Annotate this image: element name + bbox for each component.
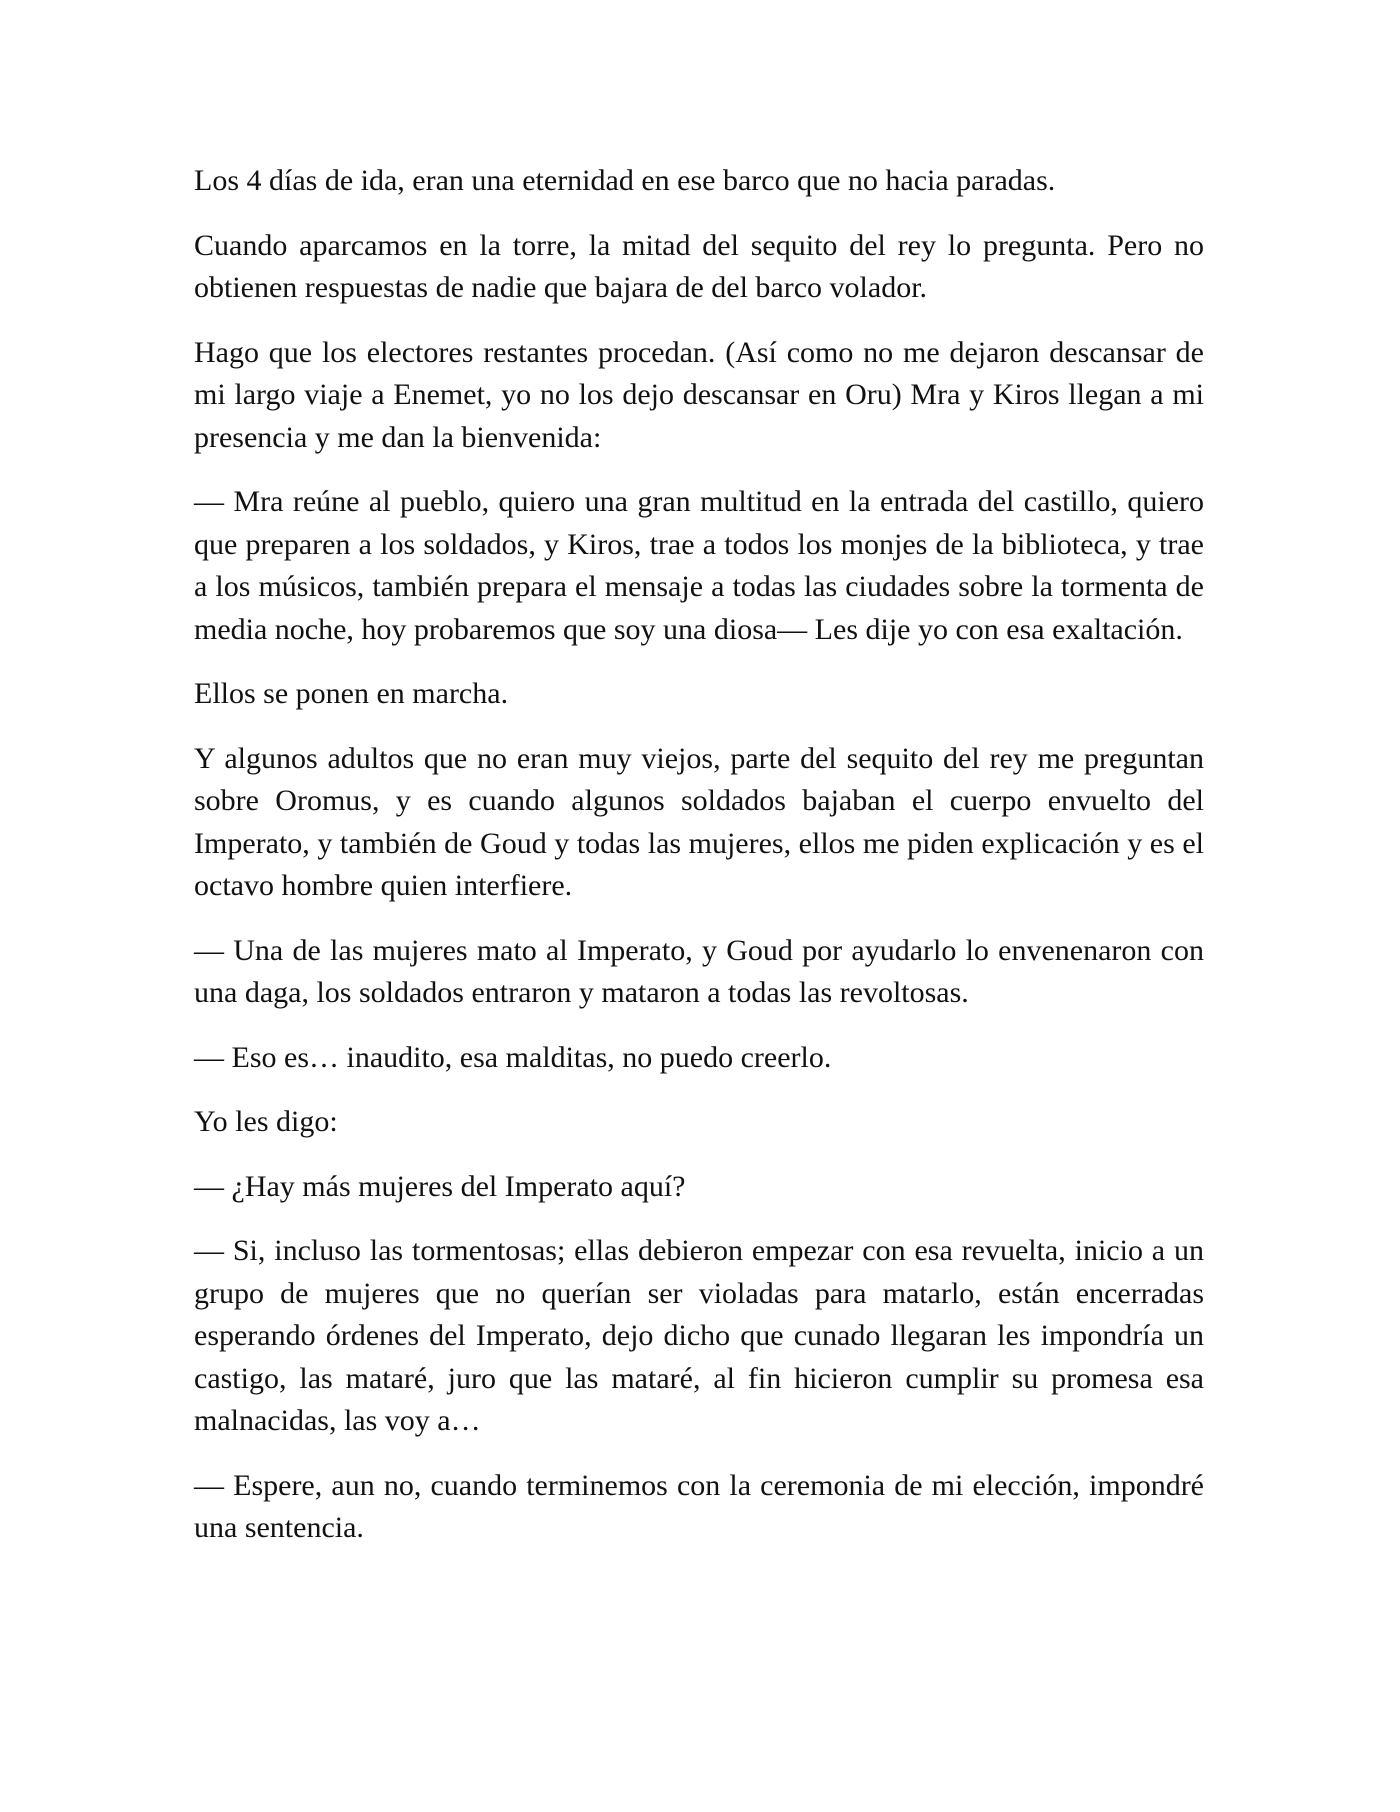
paragraph-7: — Una de las mujeres mato al Imperato, y Goud por ayudarlo lo envenenaron con una daga, los soldados entraron y mataron a todas las revoltosas. — [194, 933, 1204, 1009]
paragraph-4: — Mra reúne al pueblo, quiero una gran multitud en la entrada del castillo, quiero que preparen a los soldados, y Kiros, trae a todos los monjes de la biblioteca, y trae a los músicos, también prepara el mensaje a todas las ciudades sobre la tormenta de media noche, hoy probaremos que soy una diosa— Les dije yo con esa exaltación. — [194, 485, 1204, 646]
paragraph-9: Yo les digo: — [194, 1105, 338, 1138]
paragraph-10: — ¿Hay más mujeres del Imperato aquí? — [194, 1169, 686, 1203]
paragraph-8: — Eso es… inaudito, esa malditas, no puedo creerlo. — [194, 1040, 832, 1074]
text-body — [194, 160, 1204, 1572]
paragraph-12: — Espere, aun no, cuando terminemos con la ceremonia de mi elección, impondré una sentencia. — [194, 1468, 1204, 1544]
paragraph-2: Cuando aparcamos en la torre, la mitad del sequito del rey lo pregunta. Pero no obtienen respuestas de nadie que bajara de del barco volador. — [194, 228, 1204, 304]
paragraph-3: Hago que los electores restantes procedan. (Así como no me dejaron descansar de mi largo viaje a Enemet, yo no los dejo descansar en Oru) Mra y Kiros llegan a mi presencia y me dan la bienvenida: — [194, 335, 1204, 454]
paragraph-1: Los 4 días de ida, eran una eternidad en ese barco que no hacia paradas. — [194, 164, 1056, 197]
paragraph-11: — Si, incluso las tormentosas; ellas debieron empezar con esa revuelta, inicio a un grupo de mujeres que no querían ser violadas para matarlo, están encerradas esperando órdenes del Imperato, dejo dicho que cunado llegaran les impondría un castigo, las mataré, juro que las mataré, al fin hicieron cumplir su promesa esa malnacidas, las voy a… — [194, 1234, 1204, 1437]
paragraph-5: Ellos se ponen en marcha. — [194, 677, 509, 710]
paragraph-6: Y algunos adultos que no eran muy viejos, parte del sequito del rey me preguntan sobre Oromus, y es cuando algunos soldados bajaban el cuerpo envuelto del Imperato, y también de Goud y todas las mujeres, ellos me piden explicación y es el octavo hombre quien interfiere. — [194, 741, 1204, 902]
